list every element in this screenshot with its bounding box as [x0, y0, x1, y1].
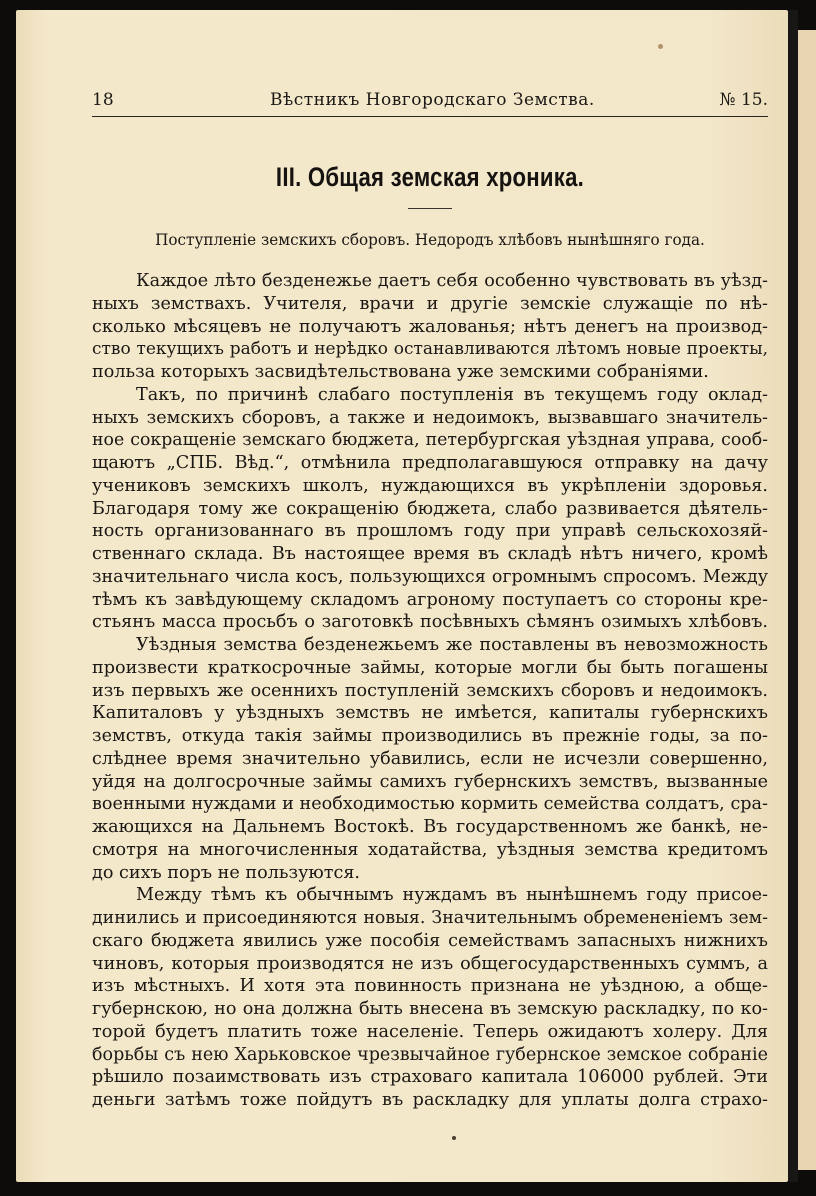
text-line: до сихъ поръ не пользуются. — [92, 862, 361, 883]
text-line: сколько мѣсяцевъ не получаютъ жалованья; нѣтъ денегъ на производ- — [92, 316, 768, 337]
text-line: земствъ, откуда такія займы производились въ прежніе годы, за по- — [92, 726, 768, 746]
text-line: ственнаго склада. Въ настоящее время въ складѣ нѣтъ ничего, кромѣ — [92, 544, 768, 564]
paper-spot — [658, 44, 663, 49]
text-line: щаютъ „СПБ. Вѣд.“, отмѣнила предполагавшуюся отправку на дачу — [92, 453, 768, 473]
text-line: значительнаго числа косъ, пользующихся огромнымъ спросомъ. Между — [92, 566, 768, 587]
body-text — [92, 270, 768, 1112]
text-line: Капиталовъ у уѣздныхъ земствъ не имѣется, капиталы губернскихъ — [92, 703, 768, 724]
text-line: стьянъ масса просьбъ о заготовкѣ посѣвныхъ сѣмянъ озимыхъ хлѣбовъ. — [92, 612, 768, 633]
text-line: слѣднее время значительно убавились, если не исчезли совершенно, — [92, 748, 768, 769]
text-line: изъ мѣстныхъ. И хотя эта повинность признана не уѣздною, а обще- — [92, 976, 768, 997]
text-line: уйдя на долгосрочные займы самихъ губернскихъ земствъ, вызванные — [92, 771, 768, 792]
header-rule — [92, 116, 768, 117]
text-line: Между тѣмъ къ обычнымъ нуждамъ въ нынѣшнемъ году присое- — [136, 885, 768, 906]
text-line: борьбы съ нею Харьковское чрезвычайное губернское земское собраніе — [92, 1044, 768, 1065]
text-line: военными нуждами и необходимостью кормить семейства солдатъ, сра- — [92, 794, 768, 815]
text-line: смотря на многочисленныя ходатайства, уѣздныя земства кредитомъ — [92, 839, 768, 860]
section-title: III. Общая земская хроника. — [275, 162, 585, 192]
book-gutter — [788, 10, 798, 1182]
journal-title: Вѣстникъ Новгородскаго Земства. — [270, 90, 595, 110]
text-line: жающихся на Дальнемъ Востокѣ. Въ государственномъ же банкѣ, не- — [92, 817, 768, 837]
text-line: Такъ, по причинѣ слабаго поступленія въ текущемъ году оклад- — [136, 384, 768, 405]
text-line: чиновъ, которыя производятся не изъ общегосударственныхъ суммъ, а — [92, 953, 768, 974]
running-header — [92, 88, 768, 116]
text-line: тѣмъ къ завѣдующему складомъ агроному поступаетъ со стороны кре- — [92, 589, 768, 610]
text-line: учениковъ земскихъ школъ, нуждающихся въ укрѣпленіи здоровья. — [92, 475, 768, 496]
text-line: Благодаря тому же сокращенію бюджета, слабо развивается дѣятель- — [92, 498, 768, 519]
text-line: польза которыхъ засвидѣтельствована уже земскими собраніями. — [92, 362, 709, 382]
facing-page-edge — [798, 30, 816, 1170]
text-line: ныхъ земскихъ сборовъ, а также и недоимокъ, вызвавшаго значитель- — [92, 407, 768, 428]
text-line: деньги затѣмъ тоже пойдутъ въ раскладку для уплаты долга страхо- — [92, 1090, 768, 1110]
text-line: ное сокращеніе земскаго бюджета, петербургская уѣздная управа, сооб- — [92, 430, 768, 451]
text-line: изъ первыхъ же осеннихъ поступленій земскихъ сборовъ и недоимокъ. — [92, 680, 768, 701]
text-line: динились и присоединяются новыя. Значительнымъ обремененіемъ зем- — [92, 908, 768, 928]
text-line: скаго бюджета явились уже пособія семействамъ запасныхъ нижнихъ — [92, 930, 768, 951]
text-line: ность организованнаго въ прошломъ году при управѣ сельскохозяй- — [92, 521, 768, 542]
text-line: произвести краткосрочные займы, которые могли бы быть погашены — [92, 657, 768, 678]
section-subtitle: Поступленіе земскихъ сборовъ. Недородъ хлѣбовъ нынѣшняго года. — [155, 230, 705, 249]
paper-spot — [452, 1136, 456, 1140]
text-line: ство текущихъ работъ и нерѣдко останавливаются лѣтомъ новые проекты, — [92, 339, 768, 360]
title-divider — [408, 208, 452, 209]
text-line: торой будетъ платить тоже населеніе. Теперь ожидаютъ холеру. Для — [92, 1021, 768, 1042]
text-line: Уѣздныя земства безденежьемъ же поставлены въ невозможность — [136, 635, 768, 655]
issue-number: № 15. — [719, 90, 768, 110]
text-line: Каждое лѣто безденежье даетъ себя особенно чувствовать въ уѣзд- — [136, 271, 768, 291]
page-number: 18 — [92, 90, 114, 110]
text-line: рѣшило позаимствовать изъ страховаго капитала 106000 рублей. Эти — [92, 1067, 768, 1088]
text-line: ныхъ земствахъ. Учителя, врачи и другіе земскіе служащіе по нѣ- — [92, 293, 768, 314]
text-line: губернскою, но она должна быть внесена въ земскую раскладку, по ко- — [92, 999, 768, 1019]
